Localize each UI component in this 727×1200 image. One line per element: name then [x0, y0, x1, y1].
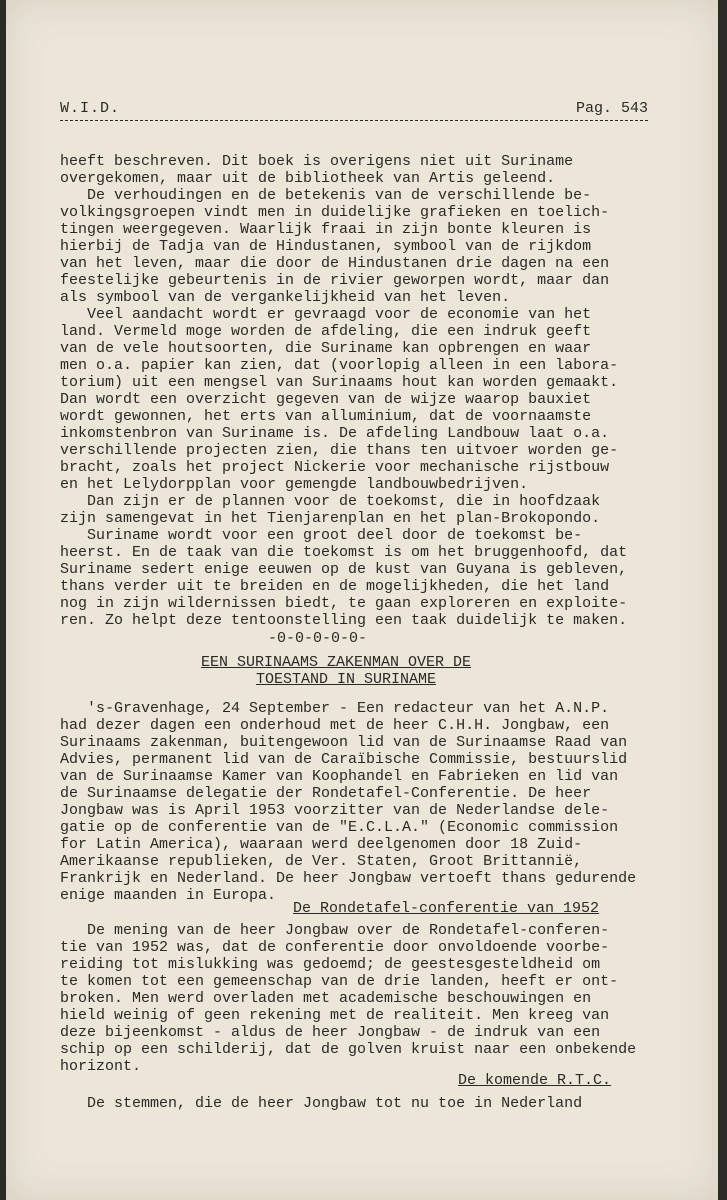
- text-line: land. Vermeld moge worden de afdeling, die een indruk geeft: [60, 323, 592, 340]
- text-line: De stemmen, die de heer Jongbaw tot nu toe in Nederland: [60, 1095, 583, 1112]
- text-line: gatie op de conferentie van de "E.C.L.A." (Economic commission: [60, 819, 619, 836]
- text-line: de Surinaamse delegatie der Rondetafel-Conferentie. De heer: [60, 785, 592, 802]
- text-line: Suriname sedert enige eeuwen op de kust van Guyana is gebleven,: [60, 561, 628, 578]
- text-line: Jongbaw was is April 1953 voorzitter van de Nederlandse dele-: [60, 802, 610, 819]
- header-publication: W.I.D.: [60, 100, 121, 117]
- text-line: heeft beschreven. Dit boek is overigens niet uit Suriname: [60, 153, 574, 170]
- text-line: bracht, zoals het project Nickerie voor mechanische rijstbouw: [60, 459, 610, 476]
- text-line: broken. Men werd overladen met academische beschouwingen en: [60, 990, 592, 1007]
- text-line: 's-Gravenhage, 24 September - Een redacteur van het A.N.P.: [60, 700, 610, 717]
- text-line: nog in zijn wildernissen biedt, te gaan exploreren en exploite-: [60, 595, 628, 612]
- text-line: ren. Zo helpt deze tentoonstelling een taak duidelijk te maken.: [60, 612, 628, 629]
- header-page-number: Pag. 543: [575, 100, 648, 117]
- page-header: [60, 96, 648, 120]
- text-line: verschillende projecten zien, die thans ten uitvoer worden ge-: [60, 442, 619, 459]
- text-line: van de Surinaamse Kamer van Koophandel en Fabrieken en lid van: [60, 768, 619, 785]
- text-line: tingen weergegeven. Waarlijk fraai in zijn bonte kleuren is: [60, 221, 592, 238]
- text-line: horizont.: [60, 1058, 142, 1075]
- text-line: schip op een schilderij, dat de golven kruist naar een onbekende: [60, 1041, 637, 1058]
- text-line: De mening van de heer Jongbaw over de Rondetafel-conferen-: [60, 922, 610, 939]
- section-separator: -0-0-0-0-0-: [268, 630, 368, 647]
- text-line: tie van 1952 was, dat de conferentie door onvoldoende voorbe-: [60, 939, 610, 956]
- text-line: van de vele houtsoorten, die Suriname kan opbrengen en waar: [60, 340, 592, 357]
- text-line: reiding tot mislukking was gedoemd; de geestesgesteldheid om: [60, 956, 601, 973]
- text-line: inkomstenbron van Suriname is. De afdeling Landbouw laat o.a.: [60, 425, 610, 442]
- text-line: volkingsgroepen vindt men in duidelijke grafieken en toelich-: [60, 204, 610, 221]
- text-line: en het Lelydorpplan voor gemengde landbouwbedrijven.: [60, 476, 529, 493]
- subheading-rtc: De komende R.T.C.: [458, 1072, 612, 1089]
- text-line: zijn samengevat in het Tienjarenplan en het plan-Brokopondo.: [60, 510, 601, 527]
- text-line: hierbij de Tadja van de Hindustanen, symbool van de rijkdom: [60, 238, 592, 255]
- text-line: hield weinig of geen rekening met de realiteit. Men kreeg van: [60, 1007, 610, 1024]
- text-line: De verhoudingen en de betekenis van de verschillende be-: [60, 187, 592, 204]
- text-line: Advies, permanent lid van de Caraïbische Commissie, bestuurslid: [60, 751, 628, 768]
- text-line: enige maanden in Europa.: [60, 887, 277, 904]
- text-line: te komen tot een gemeenschap van de drie landen, heeft er ont-: [60, 973, 619, 990]
- text-line: overgekomen, maar uit de bibliotheek van Artis geleend.: [60, 170, 556, 187]
- text-line: Veel aandacht wordt er gevraagd voor de economie van het: [60, 306, 592, 323]
- text-line: als symbool van de vergankelijkheid van het leven.: [60, 289, 511, 306]
- article-title-line-2: TOESTAND IN SURINAME: [256, 671, 437, 688]
- subheading-rondetafel: De Rondetafel-conferentie van 1952: [293, 900, 600, 917]
- text-line: Surinaams zakenman, buitengewoon lid van de Surinaamse Raad van: [60, 734, 628, 751]
- text-line: wordt gewonnen, het erts van alluminium, dat de voornaamste: [60, 408, 592, 425]
- text-line: Dan zijn er de plannen voor de toekomst, die in hoofdzaak: [60, 493, 601, 510]
- text-line: heerst. En de taak van die toekomst is om het bruggenhoofd, dat: [60, 544, 628, 561]
- text-line: van het leven, maar die door de Hindustanen drie dagen na een: [60, 255, 610, 272]
- text-line: Dan wordt een overzicht gegeven van de wijze waarop bauxiet: [60, 391, 592, 408]
- text-line: Amerikaanse republieken, de Ver. Staten, Groot Brittannië,: [60, 853, 583, 870]
- text-line: torium) uit een mengsel van Surinaams hout kan worden gemaakt.: [60, 374, 619, 391]
- text-line: Frankrijk en Nederland. De heer Jongbaw vertoeft thans gedurende: [60, 870, 637, 887]
- text-line: Suriname wordt voor een groot deel door de toekomst be-: [60, 527, 583, 544]
- text-line: thans verder uit te breiden en de mogelijkheden, die het land: [60, 578, 610, 595]
- text-line: for Latin America), waaraan werd deelgenomen door 18 Zuid-: [60, 836, 583, 853]
- header-rule: [60, 120, 648, 121]
- document-page: [6, 0, 718, 1200]
- article-title-line-1: EEN SURINAAMS ZAKENMAN OVER DE: [201, 654, 472, 671]
- text-line: deze bijeenkomst - aldus de heer Jongbaw - de indruk van een: [60, 1024, 601, 1041]
- text-line: feestelijke gebeurtenis in de rivier geworpen wordt, maar dan: [60, 272, 610, 289]
- text-line: men o.a. papier kan zien, dat (voorlopig alleen in een labora-: [60, 357, 619, 374]
- text-line: had dezer dagen een onderhoud met de heer C.H.H. Jongbaw, een: [60, 717, 610, 734]
